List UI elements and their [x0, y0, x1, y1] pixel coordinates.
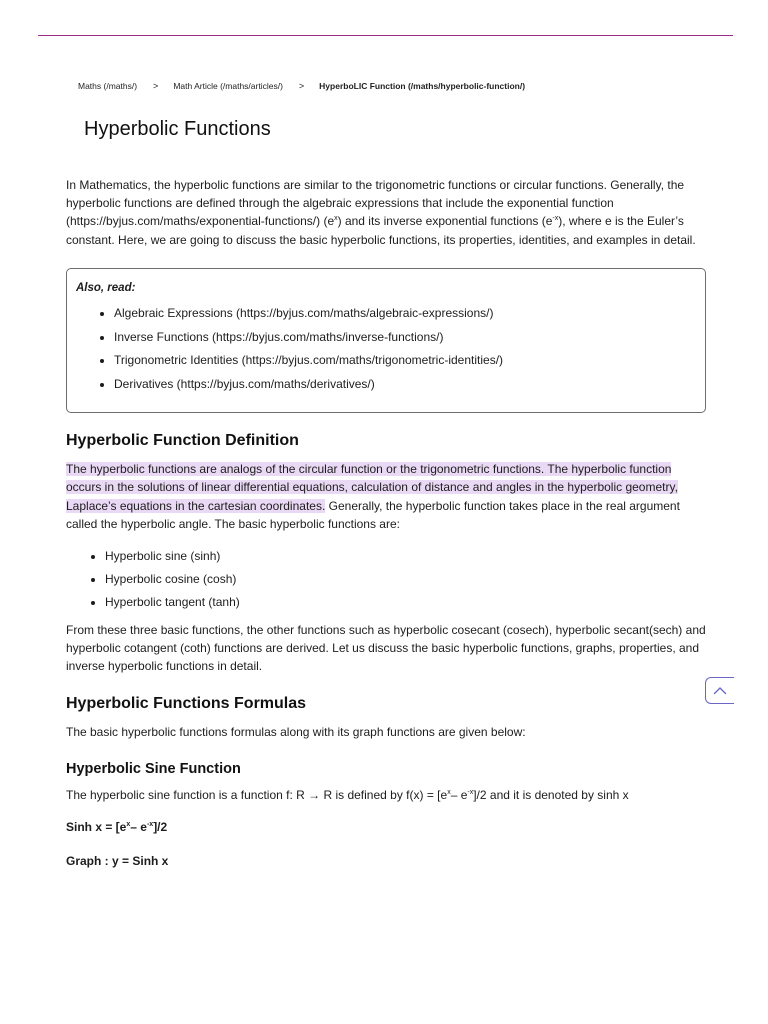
scroll-to-top-button[interactable]	[705, 677, 734, 704]
also-read-link[interactable]: • Trigonometric Identities (https://byjus.com/maths/trigonometric-identities/)	[114, 351, 705, 369]
also-read-link[interactable]: • Algebraic Expressions (https://byjus.com/maths/algebraic-expressions/)	[114, 304, 705, 322]
list-item: • Hyperbolic sine (sinh)	[105, 547, 706, 565]
article-content	[66, 176, 706, 870]
formulas-paragraph: The basic hyperbolic functions formulas along with its graph functions are given below:	[66, 724, 526, 739]
chevron-up-icon	[713, 686, 727, 695]
breadcrumb-math-article[interactable]: Math Article (/maths/articles/)	[173, 81, 283, 91]
list-item: • Hyperbolic tangent (tanh)	[105, 593, 706, 611]
breadcrumb	[78, 81, 525, 91]
list-item: • Hyperbolic cosine (cosh)	[105, 570, 706, 588]
also-read-title: Also, read:	[76, 281, 136, 294]
formulas-heading: Hyperbolic Functions Formulas	[66, 694, 307, 712]
sine-definition: The hyperbolic sine function is a function f: R → R is defined by $f(x) = [e^x-$ $e^{-x}]/2$ and it is denoted by sinh x	[66, 788, 629, 803]
basic-functions-list	[66, 547, 706, 611]
intro-paragraph: In Mathematics, the hyperbolic functions are similar to the trigonometric functions or circular functions. Generally, the hyperbolic functions are defined through the algebraic expressions that include the exponential function (https://byjus.com/maths/exponential-functions/) $(e^x)$ and its inverse exponential functions $(e^{-x})$, where e is the Euler’s constant. Here, we are going to discuss the basic hyperbolic functions, its properties, identities, and examples in detail.	[66, 178, 696, 247]
breadcrumb-separator: >	[153, 81, 159, 91]
definition-heading: Hyperbolic Function Definition	[66, 432, 299, 450]
breadcrumb-current: HyperboLIC Function (/maths/hyperbolic-function/)	[319, 81, 526, 91]
also-read-list	[76, 304, 705, 393]
top-rule	[38, 35, 733, 36]
breadcrumb-separator: >	[298, 81, 305, 91]
also-read-box	[66, 268, 706, 413]
also-read-link[interactable]: • Derivatives (https://byjus.com/maths/derivatives/)	[114, 375, 705, 393]
highlighted-text: The hyperbolic functions are analogs of the circular function or the trigonometric functions. The hyperbolic function occurs in the solutions of linear differential equations, calculation of distance and angles in the hyperbolic geometry, Laplace’s equations in the cartesian coordinates.	[66, 462, 678, 513]
also-read-link[interactable]: • Inverse Functions (https://byjus.com/maths/inverse-functions/)	[114, 328, 705, 346]
sine-heading: Hyperbolic Sine Function	[66, 761, 241, 778]
sinh-formula: Sinh $x = [e^x-$ $e^{-x}]/2$	[66, 820, 168, 835]
breadcrumb-maths[interactable]: Maths (/maths/)	[78, 81, 138, 91]
definition-paragraph: The hyperbolic functions are analogs of the circular function or the trigonometric functions. The hyperbolic function occurs in the solutions of linear differential equations, calculation of distance and angles in the hyperbolic geometry, Laplace’s equations in the cartesian coordinates. Generally, the hyperbolic function takes place in the real argument called the hyperbolic angle. The basic hyperbolic functions are:	[66, 462, 680, 531]
page-title: Hyperbolic Functions	[84, 118, 271, 140]
graph-label: Graph : y = Sinh x	[66, 853, 169, 868]
derived-functions-paragraph: From these three basic functions, the other functions such as hyperbolic cosecant (cosech), hyperbolic secant(sech) and hyperbolic cotangent (coth) functions are derived. Let us discuss the basic hyperbolic functions, graphs, properties, and inverse hyperbolic functions in detail.	[66, 623, 706, 674]
